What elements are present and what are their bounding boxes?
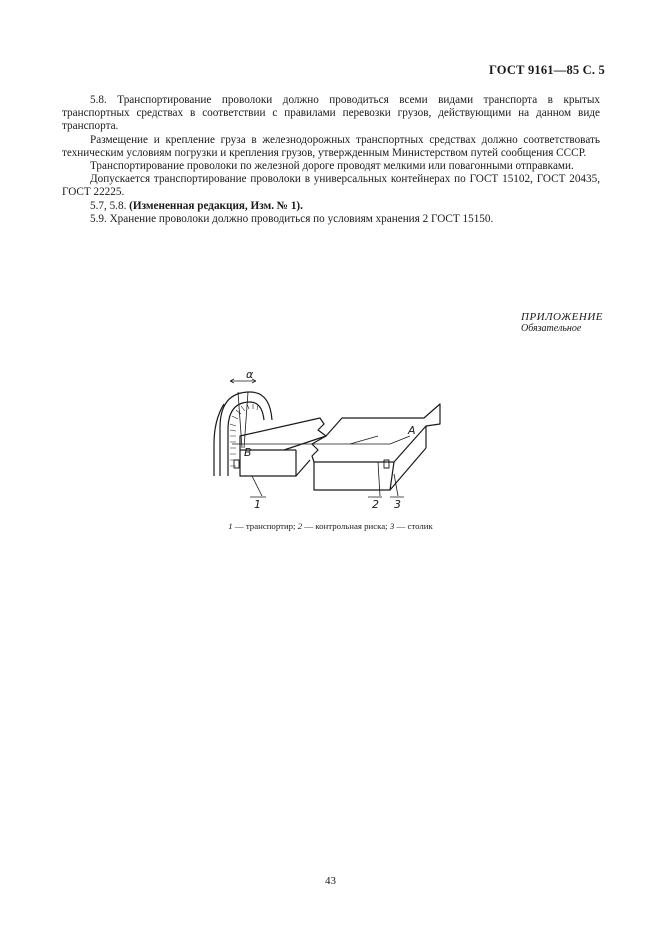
protractor-inner-arc <box>228 402 264 476</box>
label-2: 2 <box>372 498 379 511</box>
caption-num-2: 2 <box>297 521 303 531</box>
caption-num-1: 1 <box>228 521 233 531</box>
appendix-heading <box>521 311 601 334</box>
label-1: 1 <box>254 498 261 511</box>
paragraph-amendment <box>62 200 600 213</box>
amendment-ref: 5.7, 5.8. <box>90 199 130 212</box>
page-number: 43 <box>325 875 336 887</box>
paragraph-5-9: 5.9. Хранение проволоки должно проводиться по условиям хранения 2 ГОСТ 15150. <box>90 212 494 225</box>
caption-text-3: — столик <box>394 521 433 531</box>
control-mark-line <box>350 436 378 444</box>
caption-num-3: 3 <box>389 521 395 531</box>
section-text <box>62 94 600 226</box>
figure-caption <box>0 521 661 531</box>
paragraph-containers: Допускается транспортирование проволоки в универсальных контейнерах по ГОСТ 15102, ГОСТ 20435, ГОСТ 22225. <box>62 173 600 199</box>
caption-text-2: — контрольная риска; <box>302 521 390 531</box>
protractor-table-figure <box>200 364 460 514</box>
label-a: A <box>408 424 416 437</box>
amendment-note: (Измененная редакция, Изм. № 1). <box>129 199 303 212</box>
label-3: 3 <box>394 498 401 511</box>
alpha-label: α <box>246 368 254 381</box>
paragraph-placement: Размещение и крепление груза в железнодорожных транспортных средствах должно соответствовать техническим условиям погрузки и крепления грузов, утвержденным Министерством путей сообщения СССР. <box>62 133 600 159</box>
appendix-title: ПРИЛОЖЕНИЕ <box>521 311 603 323</box>
paragraph-5-8: 5.8. Транспортирование проволоки должно проводиться всеми видами транспорта в крытых транспортных средствах в соответствии с правилами перевозки грузов, действующими на данном виде транспорта. <box>62 94 600 133</box>
caption-text-1: — транспортир; <box>232 521 298 531</box>
appendix-subtitle: Обязательное <box>521 323 582 334</box>
label-b: B <box>244 446 252 459</box>
paragraph-railway: Транспортирование проволоки по железной дороге проводят мелкими или повагонными отправками. <box>90 160 574 173</box>
document-header: ГОСТ 9161—85 С. 5 <box>488 63 605 77</box>
